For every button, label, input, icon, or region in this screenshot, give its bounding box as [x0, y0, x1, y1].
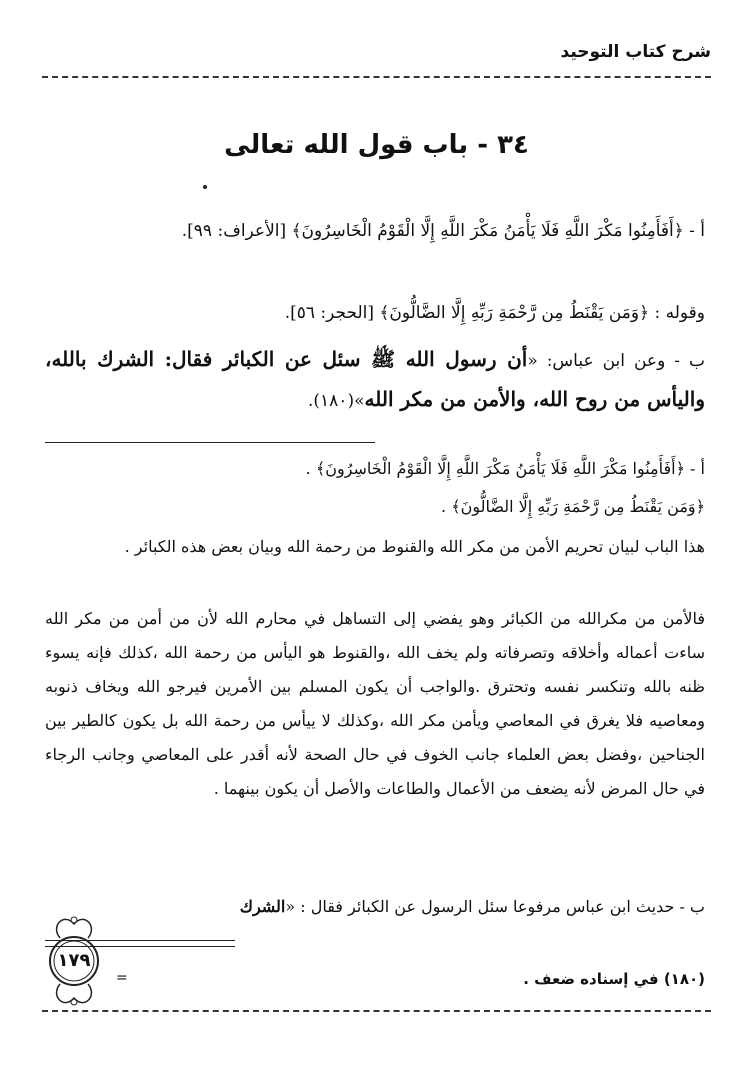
commentary-intro: هذا الباب لبيان تحريم الأمن من مكر الله والقنوط من رحمة الله وبيان بعض هذه الكبائر .	[124, 537, 705, 556]
chapter-title: ٣٤ - باب قول الله تعالى	[224, 130, 529, 160]
commentary-body: فالأمن من مكرالله من الكبائر وهو يفضي إلى التساهل في محارم الله لأن من أمن من مكر الله ساءت أعماله وأخلاقه وتصرفاته ولم يخف الله ،والقنوط هو اليأس من رحمة الله ،كذلك فإنه يسوء ظنه بالله وتنكسر نفسه وتحترق .والواجب أن يكون المسلم بين الأمرين فيرجو الله ويخاف ذنوبه ومعاصيه فلا يغرق في المعاصي ويأمن مكر الله ،وكذلك لا ييأس من رحمة الله بل يكون كالطير بين الجناحين ،وفضل بعض العلماء جانب الخوف في حال الصحة لأنه أقدر على المعاصي وجانب الرجاء في حال المرض لأنه يضعف من الأعمال والطاعات والأصل أن يكون بينهما .	[45, 609, 705, 798]
page-number: ١٧٩	[57, 950, 91, 971]
stray-dot	[203, 185, 207, 189]
commentary-verse-1: أ - ﴿أَفَأَمِنُوا مَكْرَ اللَّهِ فَلَا يَأْمَنُ مَكْرَ اللَّهِ إِلَّا الْقَوْمُ الْخَاسِرُونَ﴾ .	[305, 459, 705, 478]
verse-paragraph-1: أ - ﴿أَفَأَمِنُوا مَكْرَ اللَّهِ فَلَا يَأْمَنُ مَكْرَ اللَّهِ إِلَّا الْقَوْمُ الْخَاسِرُونَ﴾ [الأعراف: ٩٩].	[181, 221, 705, 241]
hadith-paragraph	[45, 340, 705, 420]
commentary-hadith-intro: ب - حديث ابن عباس مرفوعا سئل الرسول عن الكبائر فقال : «	[285, 897, 705, 916]
footer-rule	[42, 1010, 711, 1012]
header-rule	[42, 76, 711, 78]
continuation-mark: =	[116, 970, 128, 986]
hadith-text: أن رسول الله ﷺ سئل عن الكبائر فقال: الشرك بالله، واليأس من روح الله، والأمن من مكر الله	[45, 347, 705, 411]
hadith-reference: »(١٨٠).	[308, 391, 365, 411]
section-divider	[45, 442, 375, 443]
hadith-intro: ب - وعن ابن عباس: «	[527, 351, 705, 371]
commentary-hadith-bold: الشرك	[239, 897, 286, 916]
commentary-verse-2: ﴿وَمَن يَقْنَطُ مِن رَّحْمَةِ رَبِّهِ إِلَّا الضَّالُّونَ﴾ .	[441, 497, 705, 516]
commentary-hadith	[45, 890, 705, 924]
verse-paragraph-2: وقوله : ﴿وَمَن يَقْنَطُ مِن رَّحْمَةِ رَبِّهِ إِلَّا الضَّالُّونَ﴾ [الحجر: ٥٦].	[284, 303, 705, 323]
footnote: (١٨٠) في إسناده ضعف .	[523, 970, 705, 988]
running-header: شرح كتاب التوحيد	[560, 42, 711, 62]
